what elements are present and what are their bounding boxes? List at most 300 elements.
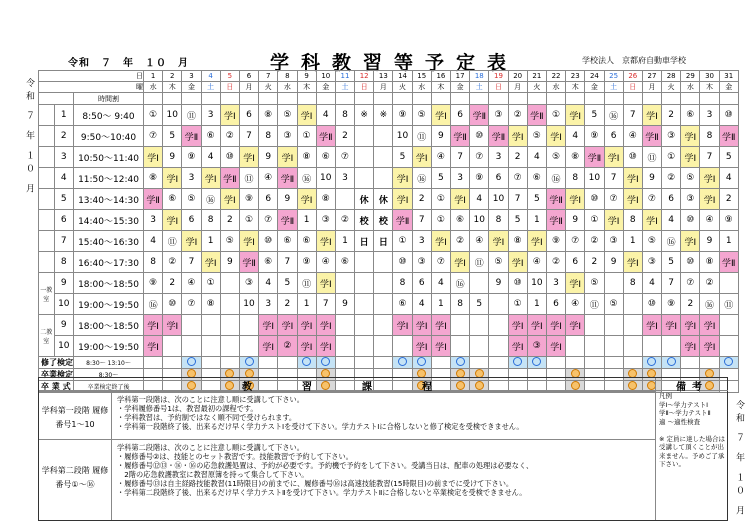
sotsugyoshiki-label: 卒 業 式 xyxy=(39,381,74,393)
weekday-row-label: 曜 xyxy=(39,82,144,93)
lesson-cell xyxy=(374,126,393,147)
spacer xyxy=(182,93,201,105)
lesson-cell: ④ xyxy=(700,210,719,231)
lesson-cell: ② xyxy=(278,336,297,357)
day-number: 27 xyxy=(642,71,661,82)
lesson-cell: ⑤ xyxy=(546,147,565,168)
shuryo-cell xyxy=(719,357,738,369)
lesson-cell: 学Ⅰ xyxy=(566,315,585,336)
lesson-cell: 8 xyxy=(623,210,642,231)
day-number: 28 xyxy=(662,71,681,82)
lesson-cell: ⑯ xyxy=(412,168,431,189)
day-number: 24 xyxy=(585,71,604,82)
lesson-cell: 学Ⅱ xyxy=(546,210,565,231)
lesson-cell: 学Ⅱ xyxy=(527,105,546,126)
lesson-cell: ⑥ xyxy=(201,126,220,147)
lesson-cell: ③ xyxy=(681,189,700,210)
period-number: 1 xyxy=(54,105,73,126)
weekday: 土 xyxy=(335,82,354,93)
lesson-cell: 6 xyxy=(604,126,623,147)
lesson-cell: ⑦ xyxy=(604,189,623,210)
lesson-cell: 1 xyxy=(201,231,220,252)
lesson-cell: 3 xyxy=(700,105,719,126)
day-number: 14 xyxy=(393,71,412,82)
course2-name: 学科第二段階 履修番号①〜⑯ xyxy=(41,466,109,489)
lesson-cell: 8 xyxy=(201,210,220,231)
lesson-cell: 7 xyxy=(700,147,719,168)
spacer xyxy=(566,93,585,105)
lesson-cell: 5 xyxy=(278,273,297,294)
lesson-cell: ⑤ xyxy=(489,252,508,273)
lesson-cell xyxy=(585,336,604,357)
weekday: 月 xyxy=(642,82,661,93)
lesson-cell: 7 xyxy=(412,210,431,231)
side-date-left: 令和 ７ 年 １０ 月 xyxy=(24,78,34,197)
lesson-cell: ④ xyxy=(527,252,546,273)
lesson-cell: 学Ⅱ xyxy=(144,189,163,210)
day-number: 9 xyxy=(297,71,316,82)
lesson-cell xyxy=(335,189,354,210)
exam-day-marker xyxy=(245,357,254,366)
exam-day-marker xyxy=(456,357,465,366)
shuryo-cell xyxy=(470,357,489,369)
lesson-cell: ⑥ xyxy=(297,231,316,252)
shuryo-cell xyxy=(374,357,393,369)
weekday: 水 xyxy=(412,82,431,93)
lesson-cell: 学Ⅰ xyxy=(681,315,700,336)
year-month-label: 令和 ７ 年 １０ 月 xyxy=(68,58,189,69)
shuryo-cell xyxy=(239,357,258,369)
lesson-cell: 9 xyxy=(278,189,297,210)
lesson-cell: 9 xyxy=(431,126,450,147)
lesson-cell: ③ xyxy=(527,336,546,357)
period-number: 3 xyxy=(54,147,73,168)
lesson-cell: ④ xyxy=(431,147,450,168)
shuryo-cell xyxy=(508,357,527,369)
lesson-cell: 学Ⅰ xyxy=(163,168,182,189)
lesson-cell: 学Ⅰ xyxy=(662,315,681,336)
lesson-cell: 3 xyxy=(412,231,431,252)
lesson-cell: ③ xyxy=(316,210,335,231)
lesson-cell: ⑨ xyxy=(297,252,316,273)
lesson-cell: 学Ⅱ xyxy=(546,189,565,210)
lesson-cell: 学Ⅰ xyxy=(700,189,719,210)
lesson-cell: 2 xyxy=(681,294,700,315)
lesson-cell: 学Ⅰ xyxy=(297,336,316,357)
lesson-cell: 学Ⅰ xyxy=(508,336,527,357)
weekday: 金 xyxy=(719,82,738,93)
lesson-cell: 2 xyxy=(719,189,738,210)
blank xyxy=(39,252,55,273)
lesson-cell: ⑧ xyxy=(259,105,278,126)
lesson-cell: ④ xyxy=(182,273,201,294)
period-time: 19:00〜19:50 xyxy=(74,336,144,357)
lesson-cell xyxy=(585,315,604,336)
lesson-cell: 7 xyxy=(451,147,470,168)
lesson-cell: 学Ⅰ xyxy=(623,189,642,210)
spacer xyxy=(374,93,393,105)
lesson-cell: 学Ⅰ xyxy=(527,315,546,336)
lesson-cell: ② xyxy=(546,252,565,273)
blank xyxy=(39,126,55,147)
lesson-cell: ⑥ xyxy=(527,168,546,189)
lesson-cell: 9 xyxy=(259,147,278,168)
lesson-cell: ⑯ xyxy=(662,231,681,252)
lesson-cell: 学Ⅰ xyxy=(700,315,719,336)
lesson-cell: ③ xyxy=(604,231,623,252)
lesson-cell xyxy=(355,168,374,189)
lesson-cell: 学Ⅰ xyxy=(700,336,719,357)
weekday: 水 xyxy=(144,82,163,93)
lesson-cell: 9 xyxy=(700,231,719,252)
weekday: 土 xyxy=(470,82,489,93)
course2-row xyxy=(39,439,655,520)
lesson-cell xyxy=(355,336,374,357)
lesson-cell: 6 xyxy=(259,189,278,210)
lesson-cell: ※ xyxy=(374,105,393,126)
lesson-cell: 2 xyxy=(662,105,681,126)
lesson-cell: ⑨ xyxy=(182,147,201,168)
spacer xyxy=(259,93,278,105)
lesson-cell: ⑪ xyxy=(182,105,201,126)
sotsugyoshiki-time: 卒業検定終了後 xyxy=(74,381,144,393)
shuryo-cell xyxy=(163,357,182,369)
lesson-cell: 学Ⅱ xyxy=(182,126,201,147)
weekday: 金 xyxy=(182,82,201,93)
lesson-cell: 9 xyxy=(566,210,585,231)
lesson-cell: 8 xyxy=(393,273,412,294)
lesson-cell: 1 xyxy=(297,294,316,315)
lesson-cell: 学Ⅰ xyxy=(278,315,297,336)
lesson-cell: ⑦ xyxy=(566,231,585,252)
period-time: 19:00〜19:50 xyxy=(74,294,144,315)
shuryo-cell xyxy=(566,357,585,369)
lesson-cell: ⑩ xyxy=(642,294,661,315)
lesson-cell: 学Ⅰ xyxy=(546,315,565,336)
lesson-cell: ⑧ xyxy=(201,294,220,315)
lesson-cell: ⑩ xyxy=(220,147,239,168)
spacer xyxy=(719,93,738,105)
lesson-cell: ⑯ xyxy=(297,168,316,189)
lesson-cell: 学Ⅰ xyxy=(412,315,431,336)
spacer xyxy=(278,93,297,105)
lesson-cell: ① xyxy=(201,273,220,294)
lesson-cell xyxy=(182,315,201,336)
lesson-cell: ⑦ xyxy=(470,147,489,168)
lesson-cell: 7 xyxy=(604,168,623,189)
course1-line: ・学科履修番号1は、教習最初の課程です。 xyxy=(117,404,258,413)
lesson-cell xyxy=(719,336,738,357)
lesson-cell: 6 xyxy=(182,210,201,231)
day-number: 30 xyxy=(700,71,719,82)
lesson-cell: ⑥ xyxy=(316,147,335,168)
lesson-cell: 8 xyxy=(144,252,163,273)
lesson-cell: 学Ⅰ xyxy=(451,189,470,210)
blank xyxy=(39,231,55,252)
lesson-cell xyxy=(355,273,374,294)
period-time: 16:40〜17:30 xyxy=(74,252,144,273)
day-number: 6 xyxy=(239,71,258,82)
lesson-cell: 8 xyxy=(700,126,719,147)
legend-line: 学Ⅰ〜学力テストⅠ xyxy=(659,400,709,409)
weekday: 月 xyxy=(239,82,258,93)
lesson-cell: ⑪ xyxy=(297,273,316,294)
day-number: 10 xyxy=(316,71,335,82)
lesson-cell: 日 xyxy=(355,231,374,252)
lesson-cell: 学Ⅰ xyxy=(431,231,450,252)
lesson-cell: 3 xyxy=(182,168,201,189)
shuryo-cell xyxy=(585,357,604,369)
lesson-cell xyxy=(182,336,201,357)
lesson-cell: ① xyxy=(144,105,163,126)
lesson-cell: 10 xyxy=(585,168,604,189)
corner xyxy=(39,93,74,105)
lesson-cell: 3 xyxy=(201,105,220,126)
lesson-cell: ※ xyxy=(355,105,374,126)
spacer xyxy=(642,93,661,105)
day-number: 12 xyxy=(355,71,374,82)
lesson-cell: ⑦ xyxy=(431,252,450,273)
lesson-cell: 学Ⅰ xyxy=(259,336,278,357)
lesson-cell: ① xyxy=(239,210,258,231)
lesson-cell: 2 xyxy=(508,147,527,168)
spacer xyxy=(201,93,220,105)
lesson-cell: ① xyxy=(431,210,450,231)
course1-line: ・学科第一段階終了後、出来るだけ早く学力テストⅠを受けて下さい。学力テストⅠに合格しないと修了検定を受検できません。 xyxy=(117,422,524,431)
lesson-cell xyxy=(451,315,470,336)
day-number: 29 xyxy=(681,71,700,82)
blank xyxy=(39,189,55,210)
lesson-cell xyxy=(220,336,239,357)
lesson-cell: 学Ⅰ xyxy=(642,210,661,231)
weekday: 土 xyxy=(604,82,623,93)
lesson-cell: ⑩ xyxy=(681,210,700,231)
lesson-cell: ⑨ xyxy=(239,189,258,210)
lesson-cell xyxy=(374,252,393,273)
lesson-cell: ⑥ xyxy=(163,189,182,210)
period-time: 18:00〜18:50 xyxy=(74,315,144,336)
lesson-cell: 4 xyxy=(259,273,278,294)
lesson-cell: 学Ⅰ xyxy=(489,231,508,252)
lesson-cell: 学Ⅰ xyxy=(527,231,546,252)
lesson-cell: ① xyxy=(431,189,450,210)
lesson-cell: 1 xyxy=(335,231,354,252)
exam-day-marker xyxy=(724,357,733,366)
lesson-cell: ⑧ xyxy=(316,189,335,210)
lesson-cell: ② xyxy=(163,252,182,273)
spacer xyxy=(431,93,450,105)
spacer xyxy=(527,93,546,105)
lesson-cell: ④ xyxy=(259,168,278,189)
lesson-cell: ⑨ xyxy=(546,231,565,252)
weekday: 木 xyxy=(700,82,719,93)
weekday: 水 xyxy=(546,82,565,93)
lesson-cell: 学Ⅰ xyxy=(681,126,700,147)
lesson-cell: 8 xyxy=(451,294,470,315)
lesson-cell: ⑤ xyxy=(527,126,546,147)
lesson-cell: 6 xyxy=(662,189,681,210)
weekday: 火 xyxy=(393,82,412,93)
lesson-cell: 7 xyxy=(662,273,681,294)
lesson-cell: ⑯ xyxy=(604,105,623,126)
lesson-cell: 3 xyxy=(546,273,565,294)
lesson-cell xyxy=(719,315,738,336)
lesson-cell: ⑥ xyxy=(681,105,700,126)
spacer xyxy=(393,93,412,105)
lesson-cell: 7 xyxy=(278,252,297,273)
lesson-cell xyxy=(201,336,220,357)
period-number: 10 xyxy=(54,294,73,315)
side-date-right: 令和 ７ 年 １０ 月 xyxy=(734,400,744,519)
lesson-cell: 10 xyxy=(163,105,182,126)
lesson-cell xyxy=(719,273,738,294)
lesson-cell: 8 xyxy=(259,126,278,147)
shuryo-cell xyxy=(412,357,431,369)
lesson-cell: ⑤ xyxy=(412,105,431,126)
lesson-cell: 学Ⅰ xyxy=(144,336,163,357)
lesson-cell: ⑨ xyxy=(662,294,681,315)
lesson-cell: 6 xyxy=(239,105,258,126)
shuryo-cell xyxy=(182,357,201,369)
lesson-cell: 学Ⅰ xyxy=(393,168,412,189)
weekday: 日 xyxy=(489,82,508,93)
weekday: 金 xyxy=(451,82,470,93)
page-title: 学科教習等予定表 xyxy=(270,52,519,74)
day-number: 5 xyxy=(220,71,239,82)
period-number: 6 xyxy=(54,210,73,231)
lesson-cell: ③ xyxy=(642,252,661,273)
lesson-cell: ⑩ xyxy=(623,147,642,168)
lesson-cell xyxy=(623,315,642,336)
blank xyxy=(39,210,55,231)
course2-line: 2階の応急救護教室に教習原簿を持って集合して下さい。 xyxy=(117,470,309,479)
lesson-cell: ⑥ xyxy=(259,252,278,273)
lesson-cell: ③ xyxy=(412,252,431,273)
lesson-cell: 8 xyxy=(566,168,585,189)
lesson-cell: 4 xyxy=(470,189,489,210)
lesson-cell: 9 xyxy=(163,147,182,168)
weekday: 火 xyxy=(662,82,681,93)
lesson-cell: 6 xyxy=(451,105,470,126)
lesson-cell: 学Ⅰ xyxy=(201,168,220,189)
lesson-cell: ③ xyxy=(489,105,508,126)
lesson-cell: 学Ⅰ xyxy=(297,315,316,336)
lesson-cell: ⑤ xyxy=(681,168,700,189)
course1-name: 学科第一段階 履修番号1〜10 xyxy=(41,406,109,429)
lesson-cell xyxy=(604,336,623,357)
lesson-cell: 2 xyxy=(278,294,297,315)
lesson-cell: 1 xyxy=(527,210,546,231)
shuryo-cell xyxy=(220,357,239,369)
lesson-cell: ② xyxy=(662,168,681,189)
lesson-cell: 学Ⅱ xyxy=(278,210,297,231)
lesson-cell: 4 xyxy=(662,210,681,231)
lesson-cell: ⑥ xyxy=(451,210,470,231)
lesson-cell xyxy=(374,336,393,357)
period-number: 5 xyxy=(54,189,73,210)
lesson-cell: 学Ⅰ xyxy=(144,315,163,336)
weekday: 木 xyxy=(297,82,316,93)
lesson-cell: 7 xyxy=(182,252,201,273)
lesson-cell: ⑤ xyxy=(220,231,239,252)
lesson-cell: 9 xyxy=(335,294,354,315)
exam-day-marker xyxy=(398,357,407,366)
day-number: 11 xyxy=(335,71,354,82)
lesson-cell xyxy=(239,315,258,336)
blank xyxy=(39,147,55,168)
lesson-cell: 学Ⅰ xyxy=(681,231,700,252)
school-name: 学校法人 京都府自動車学校 xyxy=(582,56,686,65)
lesson-cell: 学Ⅰ xyxy=(297,189,316,210)
day-number: 3 xyxy=(182,71,201,82)
lesson-cell: ⑨ xyxy=(585,126,604,147)
lesson-cell: 6 xyxy=(489,168,508,189)
lesson-cell xyxy=(604,315,623,336)
lesson-cell: 学Ⅰ xyxy=(431,105,450,126)
lesson-cell: 学Ⅰ xyxy=(681,336,700,357)
lesson-cell: 学Ⅰ xyxy=(201,252,220,273)
lesson-cell: ⑧ xyxy=(508,231,527,252)
lesson-cell: 3 xyxy=(335,168,354,189)
shuryo-cell xyxy=(393,357,412,369)
lesson-cell xyxy=(355,126,374,147)
lesson-cell: 学Ⅰ xyxy=(316,273,335,294)
lesson-cell: 学Ⅰ xyxy=(239,147,258,168)
lesson-cell: ⑨ xyxy=(393,105,412,126)
lesson-cell xyxy=(239,336,258,357)
period-number: 4 xyxy=(54,168,73,189)
lesson-cell: 8 xyxy=(489,210,508,231)
shuryo-cell xyxy=(316,357,335,369)
lesson-cell: ③ xyxy=(278,126,297,147)
lesson-cell xyxy=(220,294,239,315)
lesson-cell xyxy=(220,273,239,294)
period-time: 8:50〜 9:40 xyxy=(74,105,144,126)
lesson-cell: ⑥ xyxy=(335,252,354,273)
lesson-cell xyxy=(201,315,220,336)
weekday: 水 xyxy=(278,82,297,93)
lesson-cell: 9 xyxy=(642,168,661,189)
shuryo-cell xyxy=(604,357,623,369)
lesson-cell: ① xyxy=(508,294,527,315)
spacer xyxy=(239,93,258,105)
lesson-cell: 学Ⅰ xyxy=(508,315,527,336)
spacer xyxy=(297,93,316,105)
lesson-cell: 2 xyxy=(163,273,182,294)
lesson-cell: 4 xyxy=(527,147,546,168)
legend xyxy=(659,392,725,469)
weekday: 日 xyxy=(623,82,642,93)
lesson-cell: 5 xyxy=(508,210,527,231)
lesson-cell: ① xyxy=(546,105,565,126)
lesson-cell xyxy=(470,315,489,336)
lesson-cell: ⑨ xyxy=(144,273,163,294)
lesson-cell: 3 xyxy=(144,210,163,231)
weekday: 木 xyxy=(163,82,182,93)
period-time: 11:50〜12:40 xyxy=(74,168,144,189)
lesson-cell xyxy=(623,294,642,315)
day-number: 4 xyxy=(201,71,220,82)
lesson-cell: ⑧ xyxy=(144,168,163,189)
weekday: 金 xyxy=(316,82,335,93)
lesson-cell: ⑩ xyxy=(681,252,700,273)
exam-day-marker xyxy=(187,357,196,366)
lesson-cell: 学Ⅰ xyxy=(412,147,431,168)
legend-line xyxy=(659,426,725,435)
lesson-cell: 2 xyxy=(585,252,604,273)
lesson-cell: ⑧ xyxy=(566,147,585,168)
lesson-cell xyxy=(623,336,642,357)
